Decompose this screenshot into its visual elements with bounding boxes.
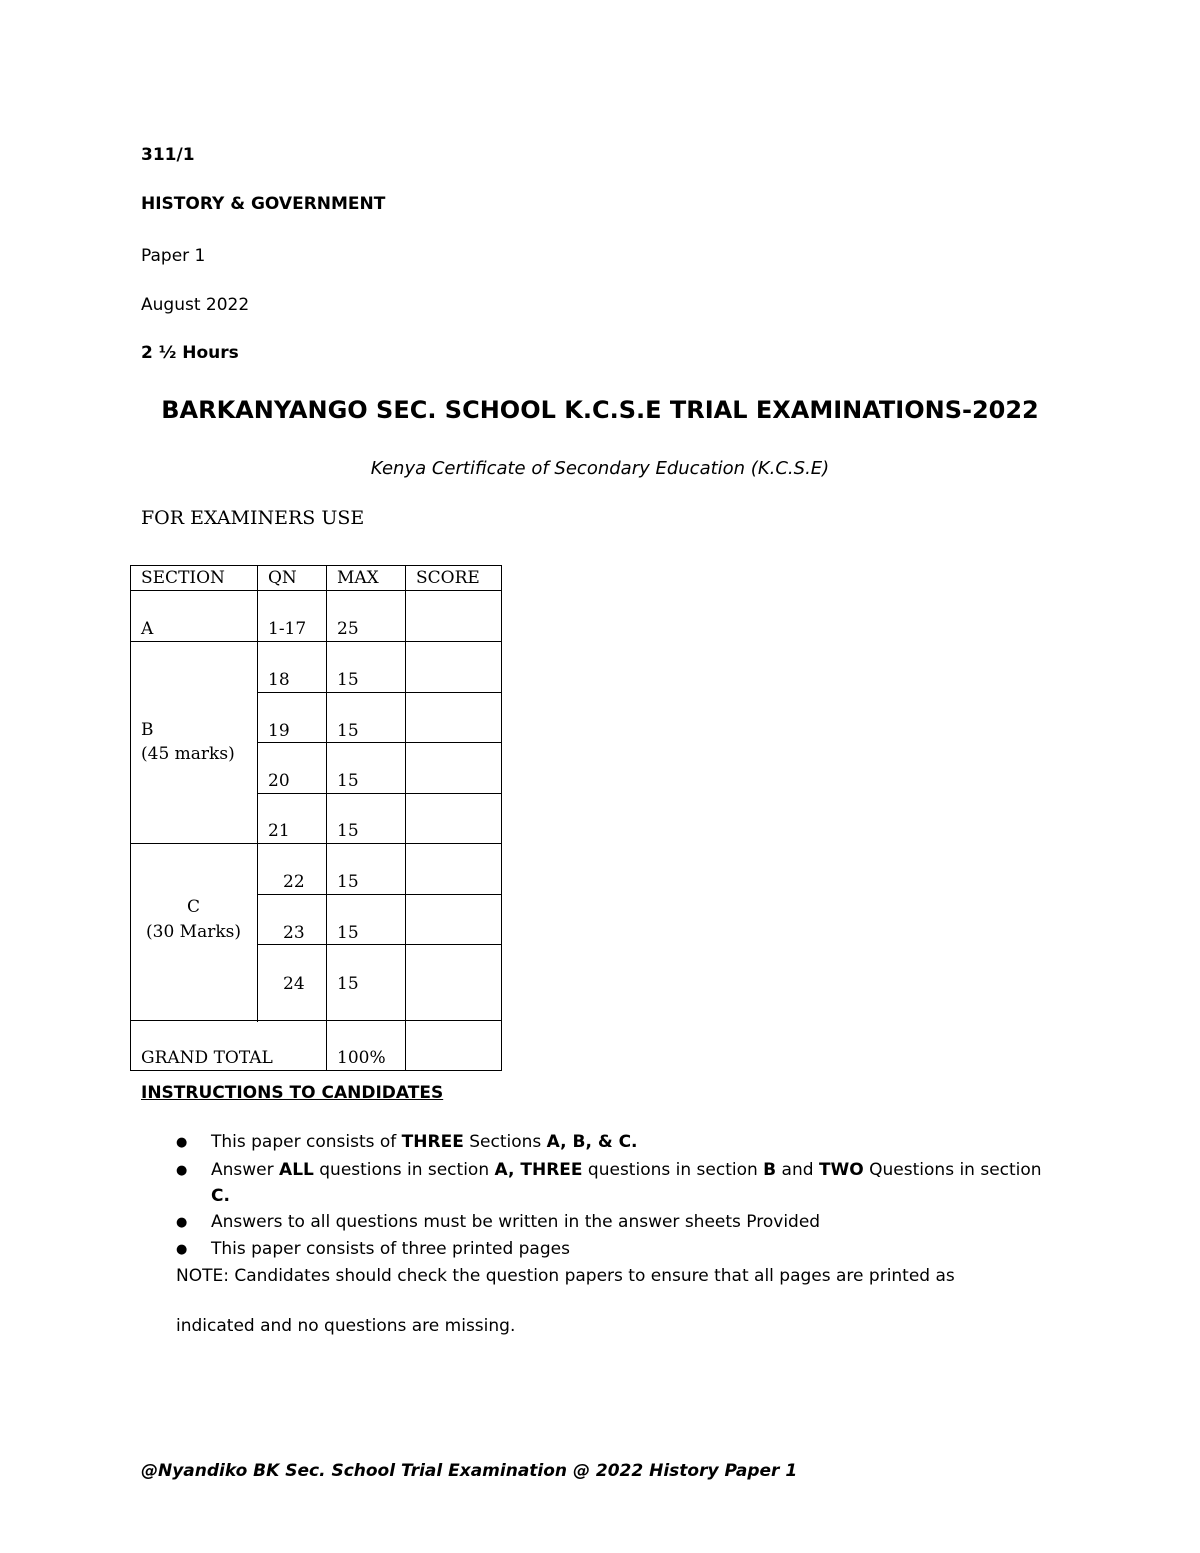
table-max-cell: 15 [337,721,359,741]
table-row-line [130,565,502,566]
instruction-item: This paper consists of three printed pages [211,1239,570,1259]
table-qn-cell: 20 [268,771,290,791]
table-row-line [257,742,502,743]
examiners-use-label: FOR EXAMINERS USE [141,507,365,529]
section-c-label: C [186,897,200,917]
exam-duration: 2 ½ Hours [141,343,239,363]
paper-code: 311/1 [141,145,195,165]
table-row-line [130,641,502,642]
instruction-item: Answers to all questions must be written in the answer sheets Provided [211,1212,821,1232]
table-max-cell: 15 [337,670,359,690]
table-row-line [130,1020,502,1021]
instruction-item: This paper consists of THREE Sections A, B, & C. [211,1132,638,1152]
table-qn-cell: 19 [268,721,290,741]
bullet-icon: ● [176,1215,188,1230]
bullet-icon: ● [176,1242,188,1257]
exam-date: August 2022 [141,295,250,315]
grand-total-label: GRAND TOTAL [141,1048,273,1068]
note-line-1: NOTE: Candidates should check the question papers to ensure that all pages are printed as [176,1266,955,1286]
section-a-label: A [141,619,154,639]
table-row-line [130,843,502,844]
header-score: SCORE [416,568,480,588]
subject-title: HISTORY & GOVERNMENT [141,194,386,214]
table-qn-cell: 23 [283,923,305,943]
table-max-cell: 15 [337,974,359,994]
exam-subtitle: Kenya Certificate of Secondary Education (K.C.S.E) [370,458,830,479]
table-qn-cell: 24 [283,974,305,994]
section-b-marks: (45 marks) [141,744,235,764]
paper-number: Paper 1 [141,246,206,266]
instruction-item-continued: C. [211,1186,230,1206]
instructions-heading: INSTRUCTIONS TO CANDIDATES [141,1083,444,1103]
instruction-item: Answer ALL questions in section A, THREE questions in section B and TWO Questions in section [211,1160,1042,1180]
table-max-cell: 15 [337,771,359,791]
table-row-line [257,692,502,693]
table-row-line [130,1070,502,1071]
page-footer: @Nyandiko BK Sec. School Trial Examination @ 2022 History Paper 1 [141,1461,798,1481]
table-max-cell: 15 [337,923,359,943]
table-qn-cell: 21 [268,821,290,841]
table-qn-cell: 18 [268,670,290,690]
table-row-line [257,894,502,895]
section-a-qn: 1-17 [268,619,307,639]
section-a-max: 25 [337,619,359,639]
section-b-label: B [141,720,154,740]
section-c-marks: (30 Marks) [146,922,241,942]
note-line-2: indicated and no questions are missing. [176,1316,516,1336]
grand-total-max: 100% [337,1048,386,1068]
table-qn-cell: 22 [283,872,305,892]
table-row-line [257,793,502,794]
table-max-cell: 15 [337,872,359,892]
bullet-icon: ● [176,1163,188,1178]
table-row-line [130,590,502,591]
bullet-icon: ● [176,1135,188,1150]
table-max-cell: 15 [337,821,359,841]
header-max: MAX [337,568,379,588]
header-qn: QN [268,568,297,588]
header-section: SECTION [141,568,225,588]
exam-title: BARKANYANGO SEC. SCHOOL K.C.S.E TRIAL EXAMINATIONS-2022 [161,396,1039,424]
table-row-line [257,944,502,945]
